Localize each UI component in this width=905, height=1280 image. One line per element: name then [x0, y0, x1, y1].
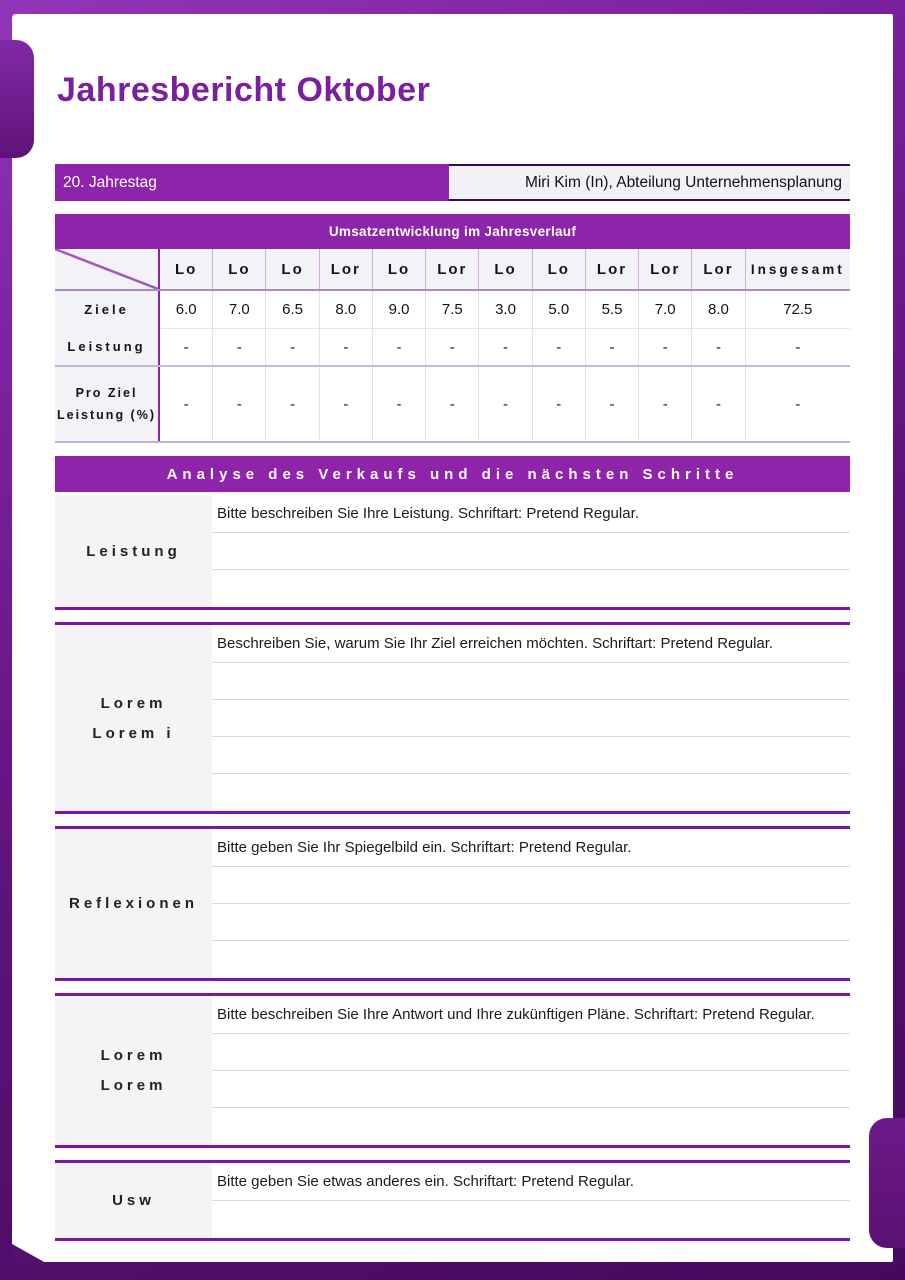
- column-header: Lor: [425, 249, 478, 289]
- table-cell-total: 72.5: [745, 291, 850, 328]
- table-cell: -: [319, 367, 372, 441]
- table-row-ziele: [55, 291, 850, 328]
- writing-line[interactable]: [212, 1108, 850, 1145]
- section-reflexionen: [55, 826, 850, 981]
- section-prompt: Bitte geben Sie etwas anderes ein. Schriftart: Pretend Regular.: [212, 1163, 850, 1201]
- section-prompt: Bitte beschreiben Sie Ihre Antwort und Ihre zukünftigen Pläne. Schriftart: Pretend Regular.: [212, 996, 850, 1034]
- table-cell: -: [265, 328, 318, 365]
- table-header-row: [55, 249, 850, 291]
- table-cell: -: [691, 367, 744, 441]
- row-label-text: Ziele: [84, 302, 129, 317]
- table-cell: -: [585, 328, 638, 365]
- table-cell: -: [478, 328, 531, 365]
- column-header: Lor: [691, 249, 744, 289]
- section-label-text: Lorem: [100, 1047, 167, 1064]
- row-label: [55, 291, 160, 328]
- section-label: [55, 625, 212, 811]
- report-header-row: [55, 164, 850, 201]
- table-cell: -: [160, 328, 212, 365]
- right-decorative-tab: [869, 1118, 905, 1248]
- section-label-text: Lorem: [100, 1077, 167, 1094]
- table-cell: -: [478, 367, 531, 441]
- table-cell-total: -: [745, 367, 850, 441]
- left-decorative-tab: [0, 40, 34, 158]
- column-header: Lo: [372, 249, 425, 289]
- section-content: [212, 1163, 850, 1238]
- section-label-text: Leistung: [86, 542, 181, 560]
- writing-line[interactable]: [212, 570, 850, 607]
- column-header: Lo: [174, 260, 198, 278]
- section-label-text: Lorem: [100, 694, 167, 712]
- table-cell: -: [638, 367, 691, 441]
- table-cell: 9.0: [372, 291, 425, 328]
- table-cell: 7.0: [212, 291, 265, 328]
- section-label: [55, 829, 212, 978]
- writing-line[interactable]: [212, 904, 850, 941]
- section-lorem-i: [55, 622, 850, 814]
- column-header: Lor: [319, 249, 372, 289]
- table-cell: -: [425, 367, 478, 441]
- table-cell-total: -: [745, 328, 850, 365]
- column-header: Lor: [638, 249, 691, 289]
- table-title: Umsatzentwicklung im Jahresverlauf: [55, 214, 850, 249]
- section-label-text: Lorem i: [92, 724, 175, 742]
- table-cell: 7.5: [425, 291, 478, 328]
- writing-line[interactable]: [212, 663, 850, 700]
- anniversary-label: 20. Jahrestag: [55, 164, 449, 201]
- section-prompt: Bitte beschreiben Sie Ihre Leistung. Schriftart: Pretend Regular.: [212, 495, 850, 533]
- section-leistung: [55, 495, 850, 610]
- writing-line[interactable]: [212, 533, 850, 570]
- column-header: Lo: [212, 249, 265, 289]
- table-cell: -: [372, 367, 425, 441]
- page-title: Jahresbericht Oktober: [57, 71, 431, 109]
- section-content: [212, 625, 850, 811]
- table-cell: -: [638, 328, 691, 365]
- section-prompt: Beschreiben Sie, warum Sie Ihr Ziel erreichen möchten. Schriftart: Pretend Regular.: [212, 625, 850, 663]
- section-label: [55, 996, 212, 1145]
- table-cell: -: [532, 367, 585, 441]
- table-cell: -: [212, 328, 265, 365]
- table-cell: 5.0: [532, 291, 585, 328]
- row-label-text: Leistung (%): [57, 408, 156, 422]
- table-cell: 6.0: [160, 291, 212, 328]
- author-department-label: Miri Kim (In), Abteilung Unternehmensplanung: [449, 164, 850, 201]
- table-row-pro-ziel-leistung: [55, 365, 850, 441]
- writing-line[interactable]: [212, 941, 850, 978]
- table-cell: -: [372, 328, 425, 365]
- table-cell: -: [691, 328, 744, 365]
- table-cell: -: [532, 328, 585, 365]
- table-cell: 7.0: [638, 291, 691, 328]
- column-header: Lor: [585, 249, 638, 289]
- section-lorem: [55, 993, 850, 1148]
- section-usw: [55, 1160, 850, 1241]
- sales-table: [55, 214, 850, 443]
- table-cell: -: [425, 328, 478, 365]
- section-content: [212, 495, 850, 607]
- row-label-text: Leistung: [67, 339, 146, 354]
- column-header: Lo: [532, 249, 585, 289]
- row-label: [55, 367, 160, 441]
- table-cell: -: [319, 328, 372, 365]
- writing-line[interactable]: [212, 1071, 850, 1108]
- section-label: [55, 495, 212, 607]
- writing-line[interactable]: [212, 774, 850, 811]
- row-label-text: Pro Ziel: [75, 386, 138, 400]
- section-label: [55, 1163, 212, 1238]
- section-content: [212, 996, 850, 1145]
- writing-line[interactable]: [212, 700, 850, 737]
- table-cell: -: [160, 367, 212, 441]
- table-row-leistung: [55, 328, 850, 365]
- table-cell: 8.0: [691, 291, 744, 328]
- writing-line[interactable]: [212, 1201, 850, 1238]
- writing-line[interactable]: [212, 737, 850, 774]
- row-label: [55, 328, 160, 365]
- diagonal-corner-cell: [55, 249, 160, 289]
- section-label-text: Usw: [112, 1192, 155, 1209]
- column-header: Lo: [478, 249, 531, 289]
- section-prompt: Bitte geben Sie Ihr Spiegelbild ein. Schriftart: Pretend Regular.: [212, 829, 850, 867]
- table-cell: -: [585, 367, 638, 441]
- column-header: Lo: [265, 249, 318, 289]
- writing-line[interactable]: [212, 867, 850, 904]
- table-cell: 8.0: [319, 291, 372, 328]
- analysis-banner: Analyse des Verkaufs und die nächsten Schritte: [55, 456, 850, 492]
- section-label-text: Reflexionen: [68, 895, 199, 912]
- table-cell: -: [265, 367, 318, 441]
- section-content: [212, 829, 850, 978]
- table-cell: 6.5: [265, 291, 318, 328]
- diagonal-line-icon: [55, 249, 158, 289]
- writing-line[interactable]: [212, 1034, 850, 1071]
- document-content: [55, 14, 850, 1241]
- table-cell: 3.0: [478, 291, 531, 328]
- table-cell: -: [212, 367, 265, 441]
- table-cell: 5.5: [585, 291, 638, 328]
- column-header-total: Insgesamt: [745, 249, 850, 289]
